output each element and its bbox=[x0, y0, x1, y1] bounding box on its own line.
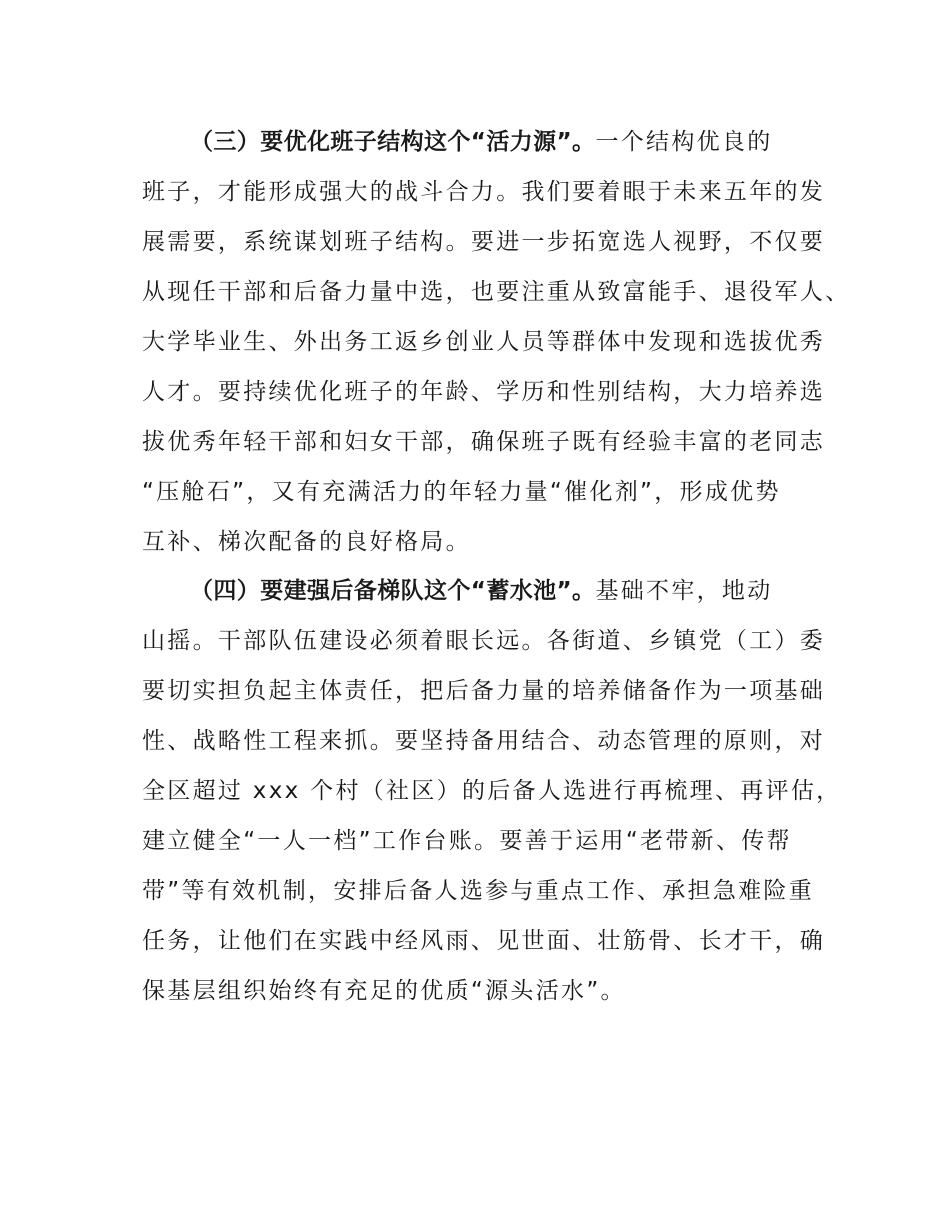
paragraph-text: 一个结构优良的 bbox=[595, 129, 773, 155]
paragraph-line: 拔优秀年轻干部和妇女干部，确保班子既有经验丰富的老同志 bbox=[142, 429, 826, 455]
paragraph-text: 基础不牢，地动 bbox=[595, 578, 773, 604]
paragraph-line: 全区超过 xxx 个村（社区）的后备人选进行再梳理、再评估， bbox=[142, 778, 842, 804]
paragraph-line: 大学毕业生、外出务工返乡创业人员等群体中发现和选拔优秀 bbox=[142, 329, 826, 355]
section-heading: （四）要建强后备梯队这个“蓄水池”。 bbox=[190, 578, 596, 604]
paragraph-line: “压舱石”，又有充满活力的年轻力量“催化剂”，形成优势 bbox=[142, 479, 781, 505]
paragraph-line: 班子，才能形成强大的战斗合力。我们要着眼于未来五年的发 bbox=[142, 179, 826, 205]
section-heading: （三）要优化班子结构这个“活力源”。 bbox=[190, 129, 596, 155]
paragraph-line bbox=[190, 571, 890, 611]
paragraph-line: 性、战略性工程来抓。要坚持备用结合、动态管理的原则，对 bbox=[142, 728, 826, 754]
paragraph-line bbox=[190, 122, 890, 162]
paragraph-line: 人才。要持续优化班子的年龄、学历和性别结构，大力培养选 bbox=[142, 379, 826, 405]
paragraph-line: 任务，让他们在实践中经风雨、见世面、壮筋骨、长才干，确 bbox=[142, 928, 826, 954]
paragraph-line: 展需要，系统谋划班子结构。要进一步拓宽选人视野，不仅要 bbox=[142, 229, 826, 255]
paragraph-line: 带”等有效机制，安排后备人选参与重点工作、承担急难险重 bbox=[142, 878, 815, 904]
paragraph-line: 建立健全“一人一档”工作台账。要善于运用“老带新、传帮 bbox=[142, 828, 792, 854]
paragraph-line: 要切实担负起主体责任，把后备力量的培养储备作为一项基础 bbox=[142, 678, 826, 704]
paragraph-line: 保基层组织始终有充足的优质“源头活水”。 bbox=[142, 978, 626, 1004]
paragraph-line: 互补、梯次配备的良好格局。 bbox=[142, 529, 471, 555]
paragraph-line: 从现任干部和后备力量中选，也要注重从致富能手、退役军人、 bbox=[142, 279, 851, 305]
paragraph-line: 山摇。干部队伍建设必须着眼长远。各街道、乡镇党（工）委 bbox=[142, 628, 826, 654]
